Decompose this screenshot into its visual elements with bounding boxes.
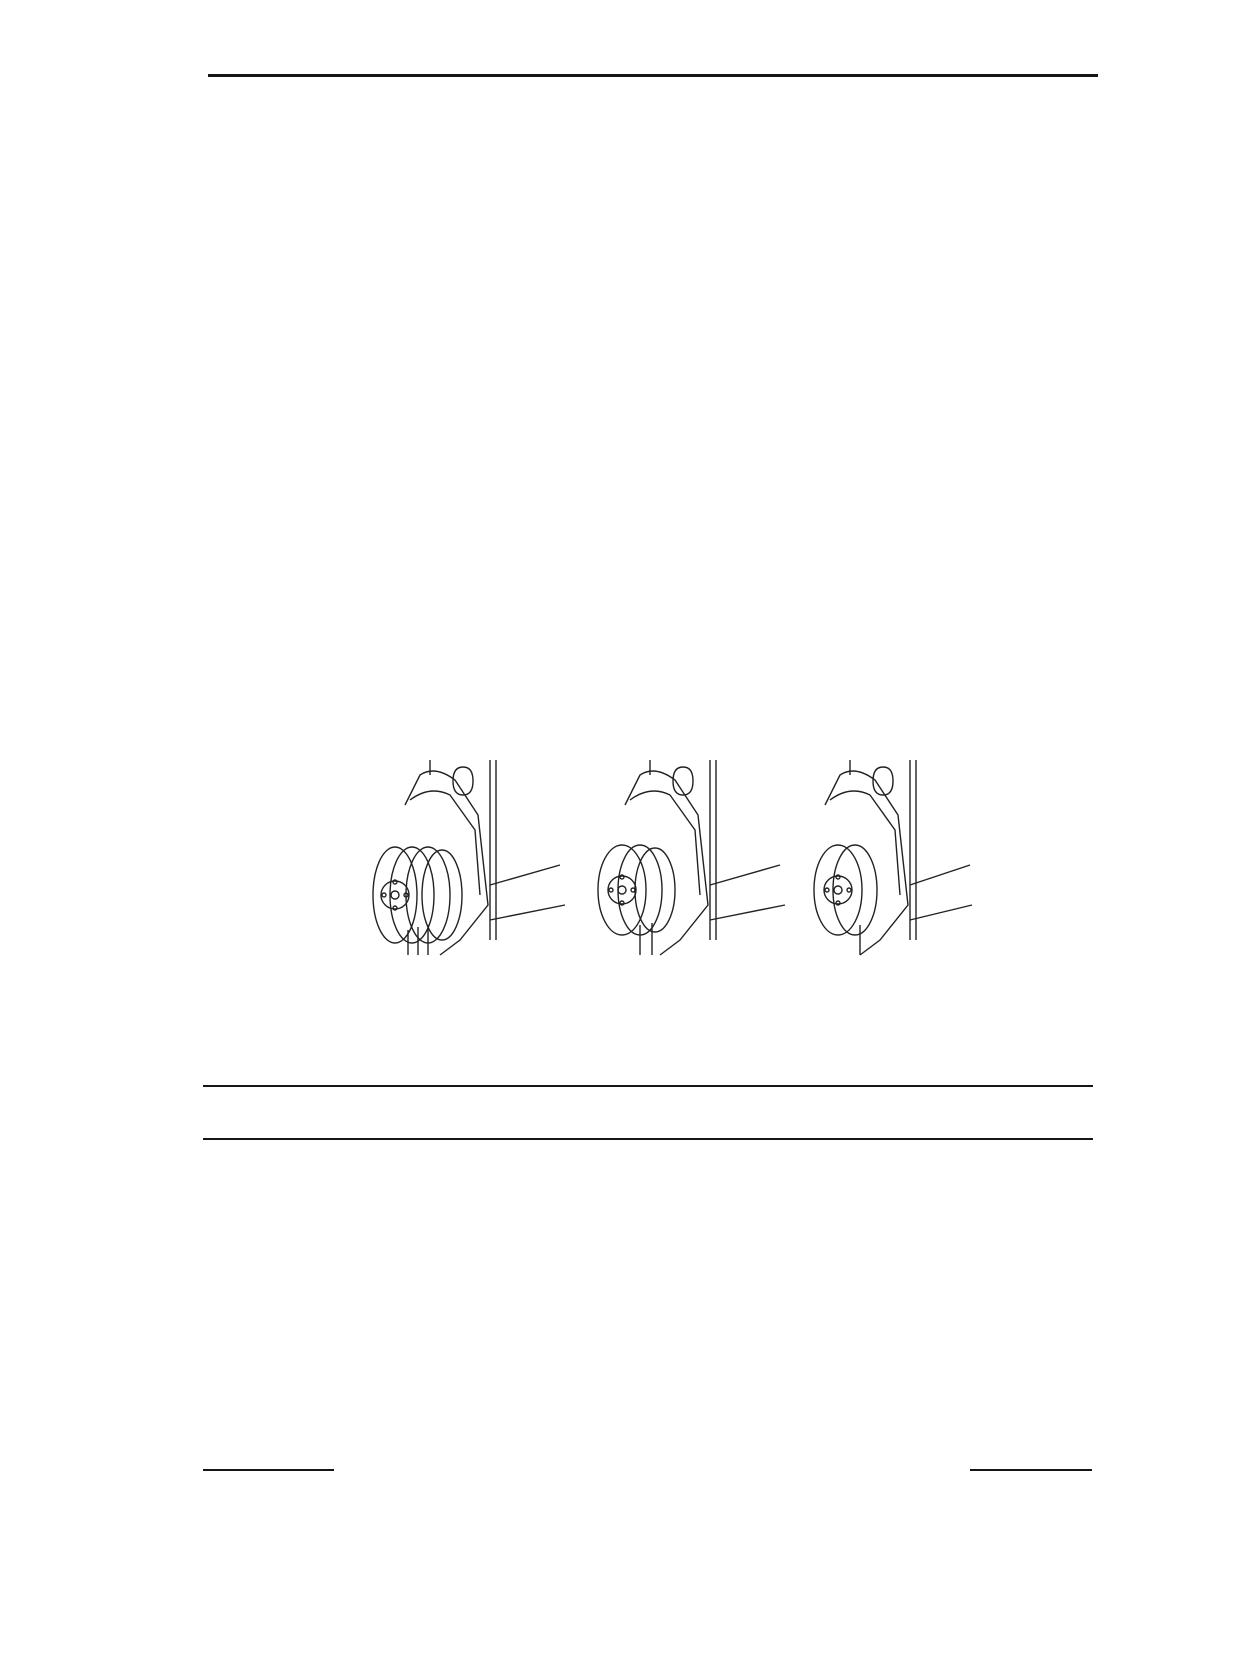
pulley-rule-mid xyxy=(203,1138,1093,1140)
footer-rule-left xyxy=(203,1469,334,1471)
pulley-rule-top xyxy=(203,1085,1093,1087)
header-rule xyxy=(208,74,1098,77)
section-heading xyxy=(267,89,293,111)
pulley-diagram-three-groove xyxy=(373,760,565,955)
footer-rule-right xyxy=(970,1469,1092,1471)
pulley-diagram-one-groove xyxy=(814,760,972,955)
pulley-diagram-two-groove xyxy=(598,760,785,955)
pulley-illustration xyxy=(360,755,980,970)
